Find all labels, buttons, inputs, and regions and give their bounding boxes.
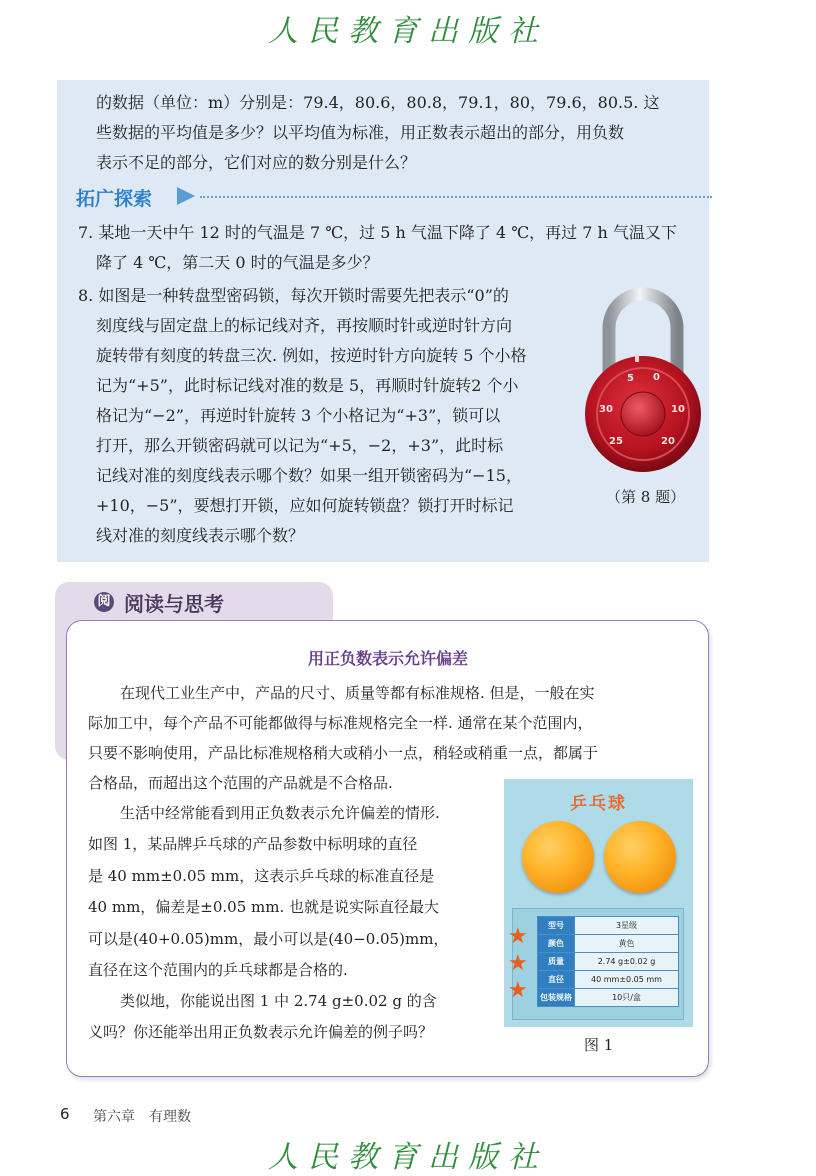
ping-pong-ball (522, 821, 594, 893)
spec-value: 黄色 (575, 935, 679, 953)
paragraph-line: 只要不影响使用，产品比标准规格稍大或稍小一点，稍轻或稍重一点，都属于 (88, 744, 599, 762)
spec-row (538, 953, 679, 971)
paragraph-line: 类似地，你能说出图 1 中 2.74 g±0.02 g 的含 (120, 992, 437, 1010)
spec-key: 质量 (538, 953, 575, 971)
paragraph-line: 际加工中，每个产品不可能都做得与标准规格完全一样. 通常在某个范围内， (88, 714, 593, 732)
section-header-extension (76, 184, 716, 208)
spec-row (538, 971, 679, 989)
dial-number: 20 (661, 436, 675, 447)
section-title: 拓广探索 (76, 188, 153, 210)
paragraph-line: 是 40 mm±0.05 mm，这表示乒乓球的标准直径是 (88, 867, 435, 885)
q6-line: 的数据（单位：m）分别是：79.4，80.6，80.8，79.1，80，79.6，80.5. 这 (96, 93, 660, 112)
q6-line: 些数据的平均值是多少？以平均值为标准，用正数表示超出的部分，用负数 (96, 123, 625, 142)
spec-key: 包装规格 (538, 989, 575, 1007)
paragraph-line: 直径在这个范围内的乒乓球都是合格的. (88, 961, 348, 979)
dotted-divider (200, 196, 712, 198)
dial-number: 30 (599, 404, 613, 415)
q8-line: 打开，那么开锁密码就可以记为“+5，−2，+3”，此时标 (96, 436, 504, 455)
paragraph-line: 合格品，而超出这个范围的产品就是不合格品. (88, 774, 393, 792)
spec-row (538, 935, 679, 953)
q8-line: 刻度线与固定盘上的标记线对齐，再按顺时针或逆时针方向 (96, 316, 513, 335)
ping-pong-figure (504, 779, 693, 1027)
q8-line: 记为“+5”，此时标记线对准的数是 5，再顺时针旋转2 个小 (96, 376, 519, 395)
figure-title: 乒乓球 (570, 794, 627, 814)
reading-section-title: 阅读与思考 (124, 592, 224, 616)
spec-key: 型号 (538, 917, 575, 935)
chapter-label: 第六章 有理数 (93, 1109, 191, 1125)
spec-key: 直径 (538, 971, 575, 989)
q7-line: 7. 某地一天中午 12 时的气温是 7 ℃，过 5 h 气温下降了 4 ℃，再过 7 h 气温又下 (78, 223, 677, 242)
paragraph-line: 40 mm，偏差是±0.05 mm. 也就是说实际直径最大 (88, 898, 440, 916)
q8-line: 记线对准的刻度线表示哪个数？如果一组开锁密码为“−15， (96, 466, 522, 485)
publisher-logo-top: 人民教育出版社 (268, 14, 548, 49)
q8-line: 格记为“−2”，再逆时针旋转 3 个小格记为“+3”，锁可以 (96, 406, 501, 425)
spec-key: 颜色 (538, 935, 575, 953)
q8-line: +10，−5”，要想打开锁，应如何旋转锁盘？锁打开时标记 (96, 496, 514, 515)
paragraph-line: 如图 1，某品牌乒乓球的产品参数中标明球的直径 (88, 835, 418, 853)
paragraph-line: 义吗？你还能举出用正负数表示允许偏差的例子吗？ (88, 1023, 434, 1041)
q8-line: 线对准的刻度线表示哪个数？ (96, 526, 305, 545)
reading-icon: 阅 (94, 592, 114, 612)
publisher-logo-bottom: 人民教育出版社 (268, 1140, 548, 1175)
dial-number: 25 (609, 436, 623, 447)
spec-value: 2.74 g±0.02 g (575, 953, 679, 971)
spec-value: 40 mm±0.05 mm (575, 971, 679, 989)
paragraph-line: 生活中经常能看到用正负数表示允许偏差的情形. (120, 804, 440, 822)
paragraph-line: 可以是(40+0.05)mm，最小可以是(40−0.05)mm， (88, 930, 449, 948)
q8-line: 旋转带有刻度的转盘三次. 例如，按逆时针方向旋转 5 个小格 (96, 346, 527, 365)
q6-line: 表示不足的部分，它们对应的数分别是什么？ (96, 153, 417, 172)
dial-number: 5 (627, 373, 634, 384)
star-icon: ★ (508, 978, 528, 1003)
article-title: 用正负数表示允许偏差 (307, 649, 468, 668)
ping-pong-ball (604, 821, 676, 893)
q7-line: 降了 4 ℃，第二天 0 时的气温是多少？ (96, 253, 379, 272)
star-icon: ★ (508, 924, 528, 949)
dial-number: 10 (671, 404, 685, 415)
combination-lock-image (585, 286, 705, 476)
q8-line: 8. 如图是一种转盘型密码锁，每次开锁时需要先把表示“0”的 (78, 286, 509, 305)
spec-value: 10只/盒 (575, 989, 679, 1007)
page-number: 6 (60, 1105, 70, 1123)
dial-number: 0 (653, 372, 660, 383)
paragraph-line: 在现代工业生产中，产品的尺寸、质量等都有标准规格. 但是，一般在实 (120, 684, 595, 702)
lock-caption: （第 8 题） (606, 488, 686, 506)
figure-caption: 图 1 (584, 1036, 614, 1054)
star-icon: ★ (508, 951, 528, 976)
play-arrow-icon (177, 187, 195, 205)
spec-row (538, 989, 679, 1007)
spec-value: 3星级 (575, 917, 679, 935)
spec-table (512, 908, 684, 1020)
spec-row (538, 917, 679, 935)
